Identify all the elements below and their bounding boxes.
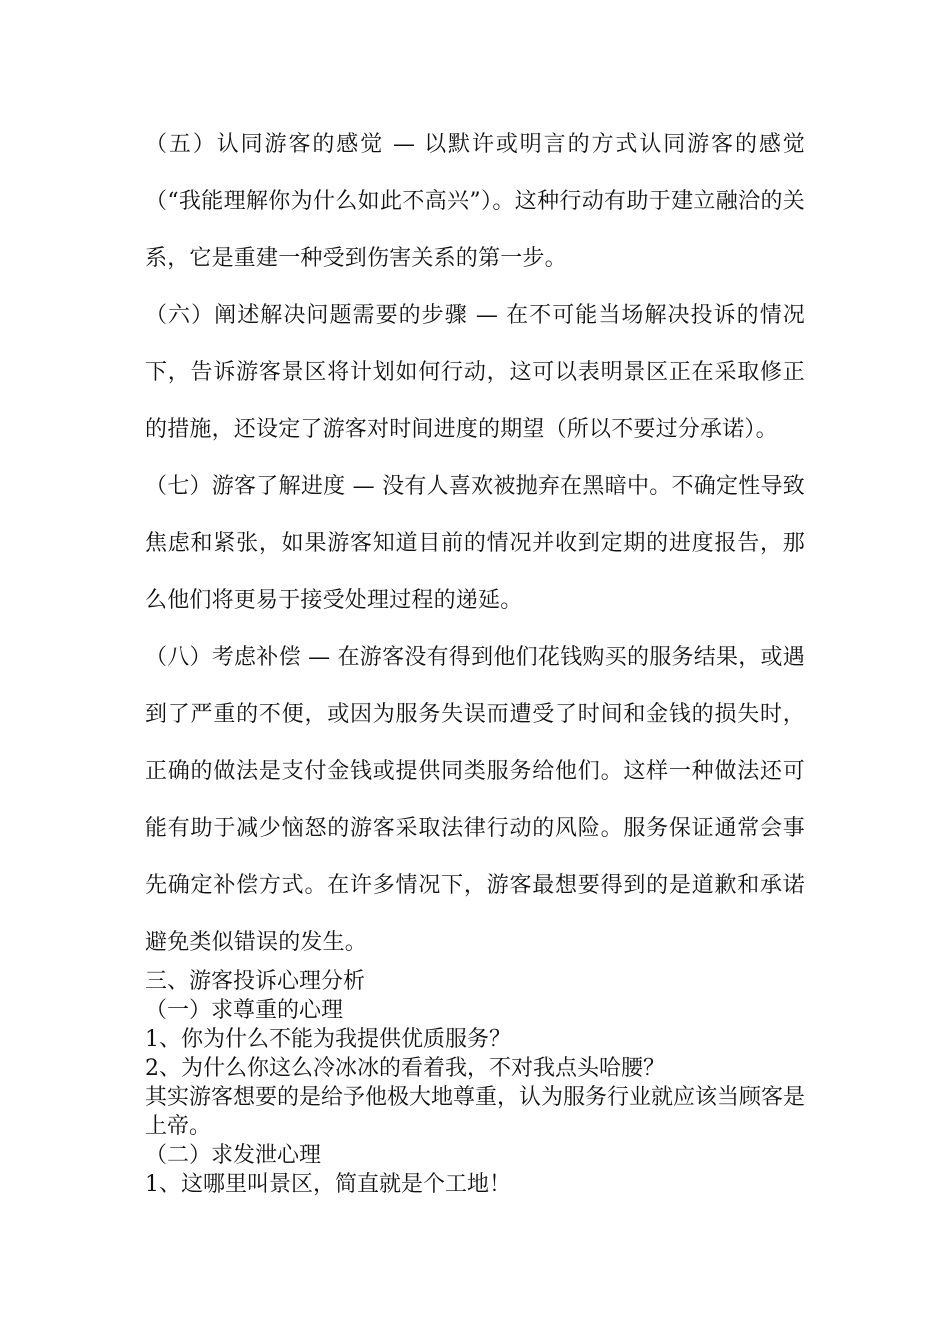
paragraph-compensation: （八）考虑补偿 — 在游客没有得到他们花钱购买的服务结果，或遇到了严重的不便，或因为服务失误而遭受了时间和金钱的损失时，正确的做法是支付金钱或提供同类服务给他们。这样一种做法还可能有助于减少恼怒的游客采取法律行动的风险。服务保证通常会事先确定补偿方式。在许多情况下，游客最想要得到的是道歉和承诺避免类似错误的发生。 [145,645,805,955]
subsection-heading-respect: （一）求尊重的心理 [145,998,344,1023]
list-item: 1、你为什么不能为我提供优质服务？ [145,1027,511,1052]
paragraph-acknowledge-feelings: （五）认同游客的感觉 — 以默许或明言的方式认同游客的感觉（“我能理解你为什么如此不高兴”）。这种行动有助于建立融洽的关系，它是重建一种受到伤害关系的第一步。 [145,132,805,271]
section-heading: 三、游客投诉心理分析 [145,969,366,994]
paragraph-progress-updates: （七）游客了解进度 — 没有人喜欢被抛弃在黑暗中。不确定性导致焦虑和紧张，如果游客知道目前的情况并收到定期的进度报告，那么他们将更易于接受处理过程的递延。 [145,474,805,613]
subsection-heading-vent: （二）求发泄心理 [145,1143,322,1168]
list-item: 2、为什么你这么冷冰冰的看着我，不对我点头哈腰？ [145,1056,665,1081]
list-item: 1、这哪里叫景区，简直就是个工地！ [145,1172,511,1197]
document-body [145,116,805,1199]
paragraph-explain-steps: （六）阐述解决问题需要的步骤 — 在不可能当场解决投诉的情况下，告诉游客景区将计划如何行动，这可以表明景区正在采取修正的措施，还设定了游客对时间进度的期望（所以不要过分承诺）。 [145,303,805,442]
complaint-psychology-section [145,967,805,1199]
explanation-text: 其实游客想要的是给予他极大地尊重，认为服务行业就应该当顾客是上帝。 [145,1085,806,1139]
wide-spaced-section [145,116,805,971]
